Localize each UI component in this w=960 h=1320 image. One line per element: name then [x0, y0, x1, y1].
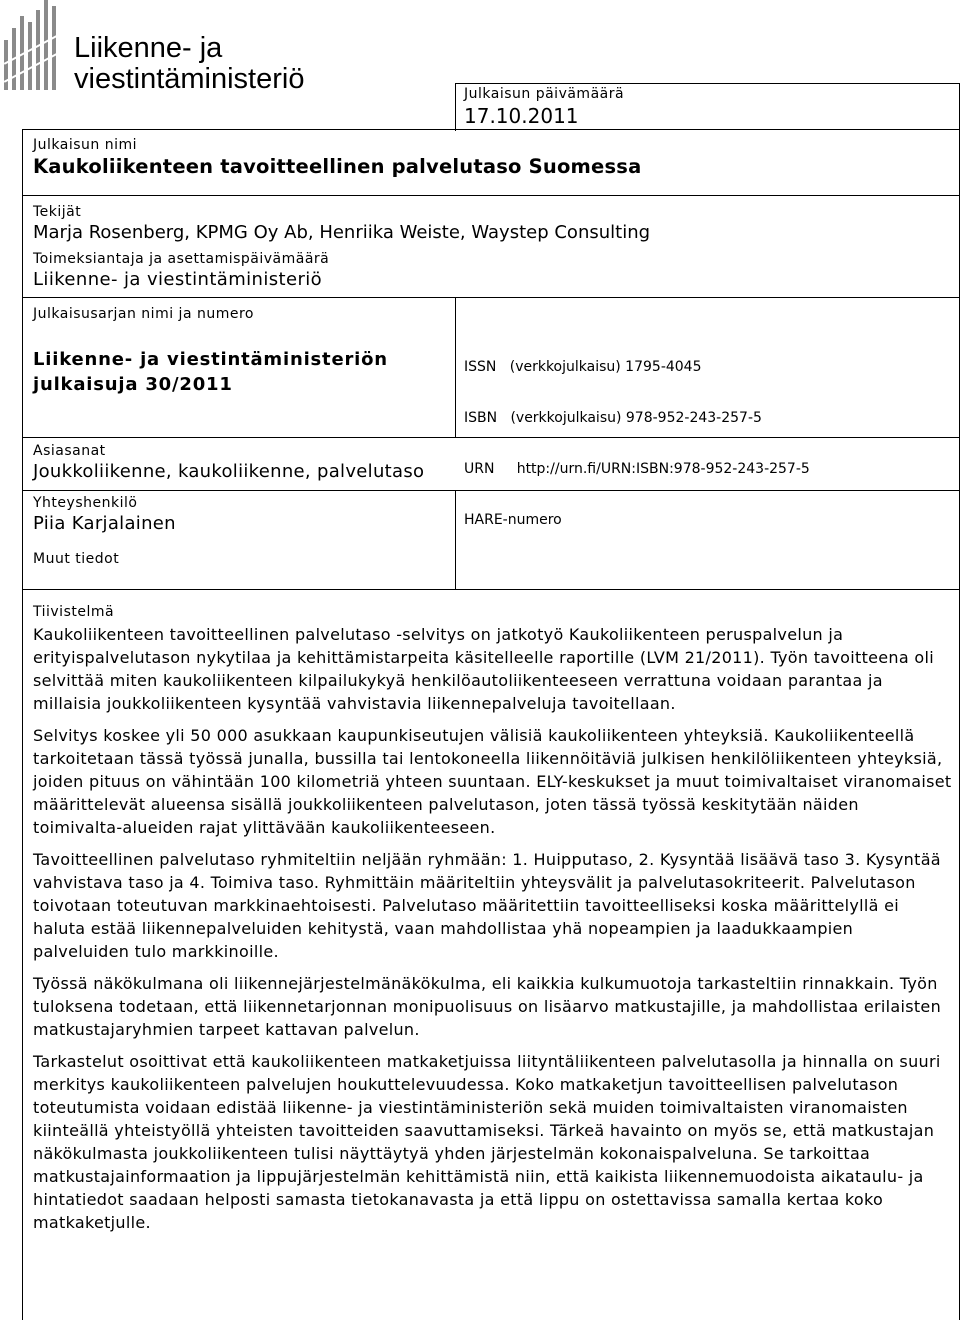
date-label: Julkaisun päivämäärä [464, 86, 625, 102]
logo-line-1: Liikenne- ja [74, 32, 223, 64]
abstract-paragraph: Selvitys koskee yli 50 000 asukkaan kaupunkiseutujen välisiä kaukoliikenteen yhteyksiä. Kaukoliikenteellä tarkoitetaan tässä työssä junalla, bussilla tai lentokoneella liikennöitäviä julkisen henkilöliikenteen yhteyksiä, joiden pituus on vähintään 100 kilometriä yhteen suuntaan. ELY-keskukset ja muut toimivaltaiset viranomaiset määrittelevät alueensa sisällä joukkoliikenteen palvelutason, joten tässä työssä keskitytään näiden toimivalta-alueiden rajat ylittävään kaukoliikenteeseen. [33, 726, 952, 837]
other-info-label: Muut tiedot [33, 551, 120, 567]
divider-title [22, 195, 960, 196]
series-line-1: Liikenne- ja viestintäministeriön [33, 349, 388, 370]
series-line-2: julkaisuja 30/2011 [33, 374, 233, 395]
series-name [33, 347, 388, 397]
ministry-logo-mark [0, 0, 64, 96]
abstract-label: Tiivistelmä [33, 604, 115, 620]
contact-value: Piia Karjalainen [33, 513, 176, 534]
contact-label: Yhteyshenkilö [33, 495, 138, 511]
divider-abstract [22, 589, 960, 590]
isbn: ISBN (verkkojulkaisu) 978-952-243-257-5 [464, 410, 762, 426]
commissioner-label: Toimeksiantaja ja asettamispäivämäärä [33, 251, 330, 267]
issn: ISSN (verkkojulkaisu) 1795-4045 [464, 359, 702, 375]
abstract-paragraph: Tavoitteellinen palvelutaso ryhmiteltiin neljään ryhmään: 1. Huipputaso, 2. Kysyntää lisäävä taso 3. Kysyntää vahvistava taso ja 4. Toimiva taso. Ryhmittäin määriteltiin yhteysvälit ja palvelutasokriteerit. Palvelutason toivotaan toteutuvan markkinaehtoisesti. Palvelutaso määritettiin tavoitteelliseksi koska määrittelyllä ei haluta estää liikennepalveluiden kehitystä, vaan mahdollistaa yhä nopeampien ja laadukkaampien palveluiden tulo markkinoille. [33, 850, 941, 961]
contact-vertical-divider [455, 490, 456, 589]
frame-left [22, 129, 23, 1320]
commissioner-value: Liikenne- ja viestintäministeriö [33, 269, 323, 290]
authors-label: Tekijät [33, 204, 82, 220]
keywords-label: Asiasanat [33, 443, 106, 459]
abstract-paragraph: Kaukoliikenteen tavoitteellinen palvelutaso -selvitys on jatkotyö Kaukoliikenteen peruspalvelun ja erityispalvelutason nykytilaa ja kehittämistarpeita käsitelleelle raportille (LVM 21/2011). Työn tavoitteena oli selvittää miten kaukoliikenteen kilpailukykyä henkilöautoliikenteeseen verrattuna voidaan parantaa ja millaisia joukkoliikenteen kysyntää vahvistavia liikennepalveluja tavoitellaan. [33, 625, 934, 713]
divider-top [22, 129, 960, 130]
hare-number: HARE-numero [464, 512, 562, 528]
date-value: 17.10.2011 [464, 104, 579, 128]
identifiers-block [464, 325, 810, 546]
publication-name-label: Julkaisun nimi [33, 137, 138, 153]
authors-value: Marja Rosenberg, KPMG Oy Ab, Henriika Weiste, Waystep Consulting [33, 222, 651, 243]
keywords-value: Joukkoliikenne, kaukoliikenne, palvelutaso [33, 461, 425, 482]
abstract-paragraph: Tarkastelut osoittivat että kaukoliikenteen matkaketjuissa liityntäliikenteen palvelutasolla ja hinnalla on suuri merkitys kaukoliikenteen palvelujen houkuttelevuudessa. Koko matkaketjun tavoitteellisen palvelutason toteutumista voidaan edistää liikenne- ja viestintäministeriön sekä muiden toimivaltaisten viranomaisten kiinteällä yhteistyöllä yhteisten tavoitteiden saavuttamiseksi. Tärkeä havainto on myös se, että matkustajan näkökulmasta joukkoliikenteen tulisi näyttäytyä yhden järjestelmän kokonaispalveluna. Se tarkoittaa matkustajainformaation ja lippujärjestelmän kehittämistä niin, että kaikista liikennemuodoista aikataulu- ja hintatiedot saadaan helposti samasta tietokanavasta ja että lippu on ostettavissa samalla kertaa koko matkaketjulle. [33, 1052, 941, 1232]
abstract-paragraph: Työssä näkökulmana oli liikennejärjestelmänäkökulma, eli kaikkia kulkumuotoja tarkasteltiin rinnakkain. Työn tuloksena todetaan, että liikennetarjonnan monipuolisuus on lisäarvo matkustajille, ja mahdollistaa erilaisten matkustajaryhmien tarpeet kattavan palvelun. [33, 974, 942, 1039]
urn: URN http://urn.fi/URN:ISBN:978-952-243-257-5 [464, 461, 810, 477]
series-label: Julkaisusarjan nimi ja numero [33, 306, 254, 322]
publication-title: Kaukoliikenteen tavoitteellinen palvelutaso Suomessa [33, 155, 642, 178]
logo-line-2: viestintäministeriö [74, 63, 305, 95]
ministry-logo-text [74, 33, 304, 95]
abstract-body [33, 623, 953, 1243]
divider-series [22, 297, 960, 298]
series-vertical-divider [455, 297, 456, 437]
